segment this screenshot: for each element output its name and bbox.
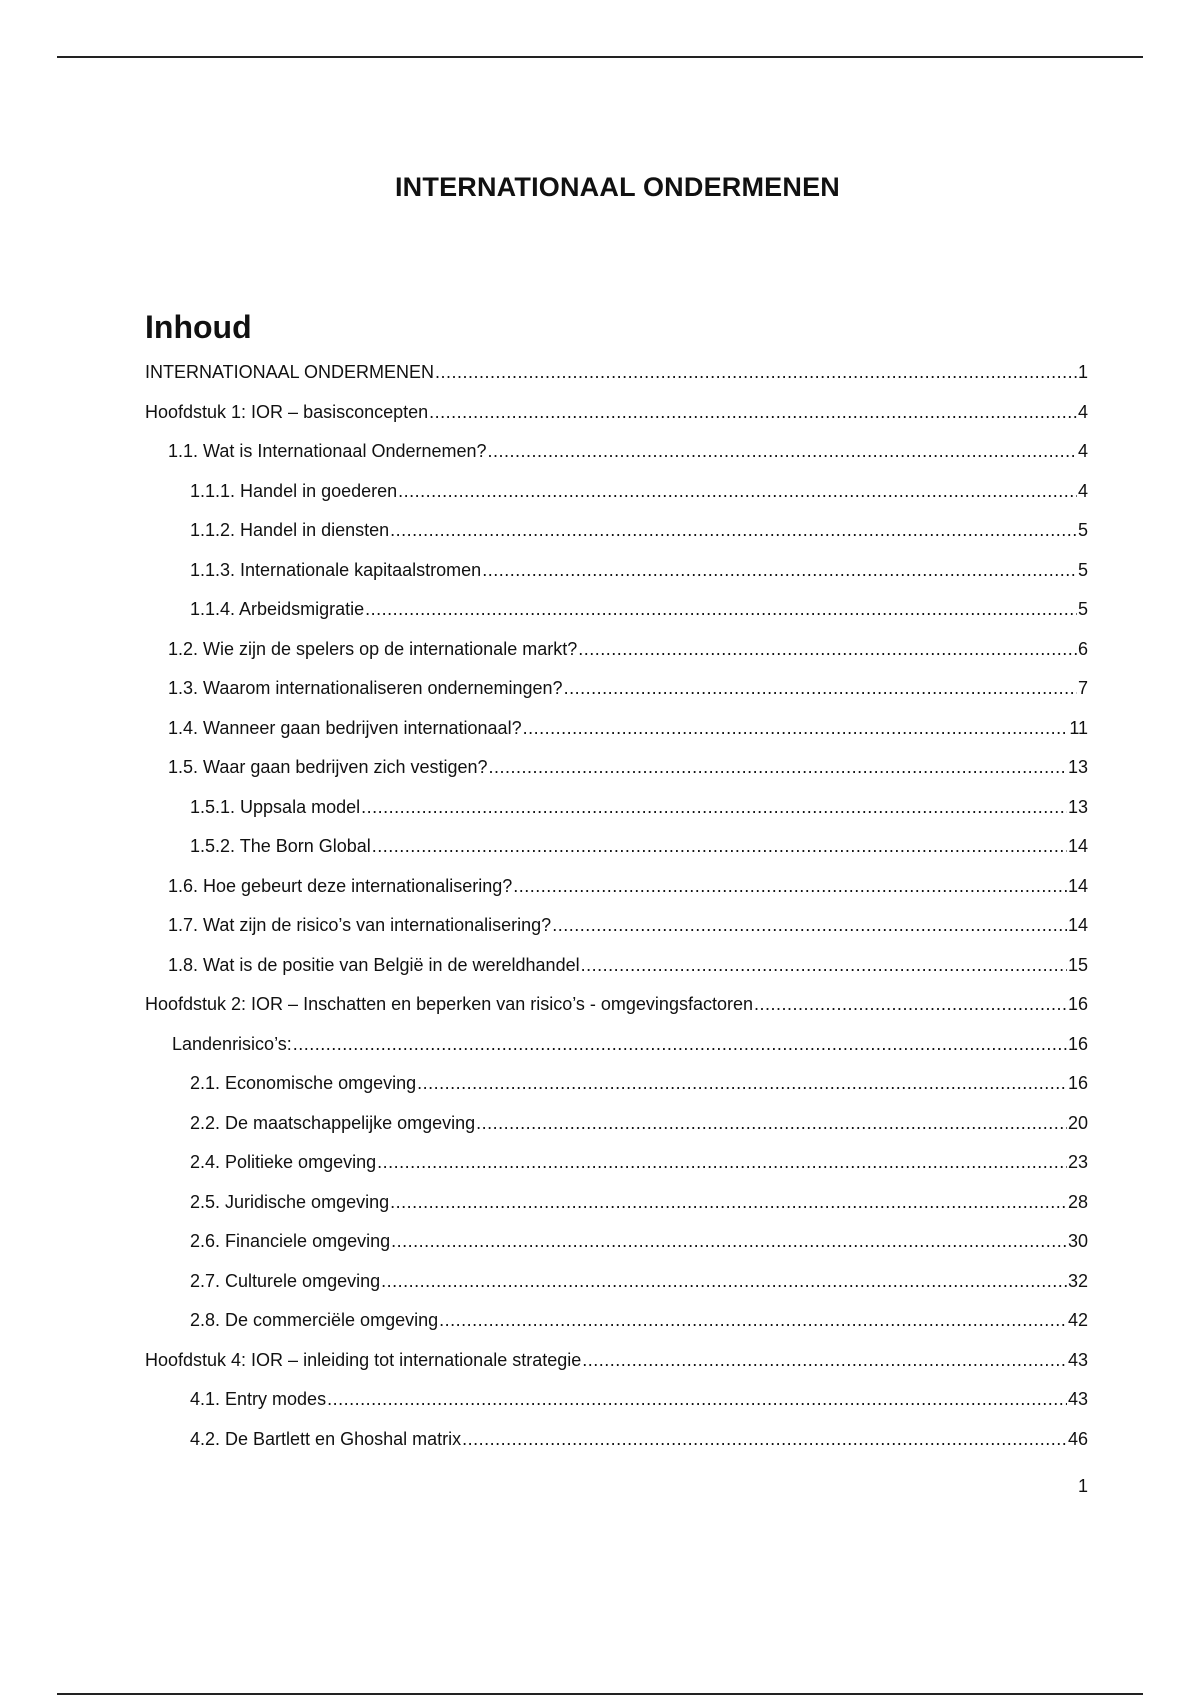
- toc-dot-leader: [391, 1231, 1067, 1252]
- toc-entry-page: 46: [1067, 1428, 1088, 1449]
- toc-entry-label: 1.7. Wat zijn de risico’s van internationalisering?: [168, 915, 552, 935]
- toc-entry-page: 6: [1077, 638, 1088, 659]
- toc-entry-page: 1: [1077, 362, 1088, 382]
- toc-dot-leader: [582, 1350, 1067, 1371]
- toc-entry-label: 1.5.1. Uppsala model: [190, 796, 361, 817]
- document-title: INTERNATIONAAL ONDERMENEN: [394, 172, 840, 202]
- toc-dot-leader: [488, 441, 1077, 462]
- toc-entry-label: 1.3. Waarom internationaliseren ondernemingen?: [168, 678, 563, 698]
- toc-dot-leader: [390, 1192, 1067, 1213]
- toc-entry[interactable]: [145, 876, 1088, 916]
- toc-entry-page: 4: [1077, 401, 1088, 422]
- toc-entry-label: 1.1. Wat is Internationaal Ondernemen?: [168, 441, 487, 461]
- toc-entry-page: 42: [1067, 1310, 1088, 1330]
- toc-entry-page: 32: [1067, 1270, 1088, 1291]
- toc-dot-leader: [365, 599, 1077, 620]
- toc-entry[interactable]: [145, 678, 1088, 718]
- toc-entry-page: 23: [1067, 1152, 1088, 1172]
- toc-entry[interactable]: [145, 1034, 1088, 1074]
- toc-dot-leader: [462, 1429, 1067, 1450]
- toc-entry-page: 5: [1077, 559, 1088, 580]
- toc-entry-label: 1.4. Wanneer gaan bedrijven internationaal?: [168, 717, 522, 738]
- toc-entry[interactable]: [145, 757, 1088, 797]
- toc-entry-label: Hoofdstuk 2: IOR – Inschatten en beperken van risico’s - omgevingsfactoren: [145, 994, 753, 1014]
- toc-entry-label: 2.2. De maatschappelijke omgeving: [190, 1112, 476, 1133]
- toc-entry-label: 2.7. Culturele omgeving: [190, 1270, 381, 1291]
- toc-entry-page: 43: [1067, 1389, 1088, 1409]
- toc-entry[interactable]: [145, 1389, 1088, 1429]
- toc-entry[interactable]: [145, 797, 1088, 837]
- toc-entry-page: 11: [1069, 717, 1088, 738]
- toc-entry-label: 1.1.4. Arbeidsmigratie: [190, 599, 365, 619]
- toc-dot-leader: [564, 678, 1077, 699]
- toc-heading: Inhoud: [145, 309, 252, 345]
- toc-entry[interactable]: [145, 362, 1088, 402]
- toc-entry[interactable]: [145, 599, 1088, 639]
- toc-entry-page: 16: [1067, 1033, 1088, 1054]
- toc-entry-label: Hoofdstuk 1: IOR – basisconcepten: [145, 401, 429, 422]
- toc-dot-leader: [439, 1310, 1067, 1331]
- toc-entry[interactable]: [145, 1231, 1088, 1271]
- toc-entry[interactable]: [145, 639, 1088, 679]
- toc-dot-leader: [390, 520, 1077, 541]
- toc-entry[interactable]: [145, 1152, 1088, 1192]
- toc-entry[interactable]: [145, 1192, 1088, 1232]
- footer-rule: [57, 1693, 1143, 1695]
- toc-entry-page: 4: [1077, 480, 1088, 501]
- toc-entry-page: 30: [1067, 1231, 1088, 1251]
- toc-entry-label: 1.6. Hoe gebeurt deze internationalisering?: [168, 875, 513, 896]
- toc-entry-label: 4.1. Entry modes: [190, 1389, 327, 1409]
- table-of-contents: [145, 362, 1088, 1468]
- toc-entry[interactable]: [145, 718, 1088, 758]
- toc-entry-page: 14: [1067, 915, 1088, 935]
- toc-entry-label: 2.6. Financiele omgeving: [190, 1231, 391, 1251]
- toc-dot-leader: [476, 1113, 1067, 1134]
- toc-entry-label: 1.8. Wat is de positie van België in de wereldhandel: [168, 954, 580, 975]
- toc-entry-label: INTERNATIONAAL ONDERMENEN: [145, 362, 435, 382]
- page-number: 1: [1077, 1476, 1088, 1496]
- toc-entry-label: 1.5. Waar gaan bedrijven zich vestigen?: [168, 757, 488, 777]
- toc-entry-page: 14: [1067, 836, 1088, 856]
- toc-entry[interactable]: [145, 955, 1088, 995]
- toc-entry-label: 1.1.3. Internationale kapitaalstromen: [190, 559, 482, 580]
- toc-dot-leader: [381, 1271, 1067, 1292]
- toc-entry-page: 20: [1067, 1112, 1088, 1133]
- toc-entry[interactable]: [145, 481, 1088, 521]
- toc-entry-label: Landenrisico’s:: [172, 1033, 292, 1054]
- toc-dot-leader: [435, 362, 1077, 383]
- toc-entry-page: 7: [1077, 678, 1088, 698]
- toc-entry-page: 43: [1067, 1349, 1088, 1370]
- toc-dot-leader: [578, 639, 1077, 660]
- toc-entry-label: 2.5. Juridische omgeving: [190, 1191, 390, 1212]
- toc-entry-page: 5: [1077, 520, 1088, 540]
- toc-entry-label: Hoofdstuk 4: IOR – inleiding tot internationale strategie: [145, 1349, 582, 1370]
- toc-entry[interactable]: [145, 1073, 1088, 1113]
- toc-entry-label: 1.5.2. The Born Global: [190, 836, 371, 856]
- toc-dot-leader: [327, 1389, 1067, 1410]
- toc-entry-page: 13: [1067, 796, 1088, 817]
- toc-entry[interactable]: [145, 915, 1088, 955]
- toc-dot-leader: [398, 481, 1077, 502]
- toc-entry[interactable]: [145, 1350, 1088, 1390]
- toc-entry[interactable]: [145, 1271, 1088, 1311]
- toc-entry[interactable]: [145, 836, 1088, 876]
- toc-entry-label: 2.1. Economische omgeving: [190, 1073, 417, 1093]
- toc-entry[interactable]: [145, 1113, 1088, 1153]
- toc-dot-leader: [429, 402, 1077, 423]
- toc-entry-page: 16: [1067, 994, 1088, 1014]
- toc-entry[interactable]: [145, 441, 1088, 481]
- toc-entry-page: 5: [1077, 599, 1088, 619]
- toc-dot-leader: [513, 876, 1067, 897]
- toc-dot-leader: [489, 757, 1067, 778]
- header-rule: [57, 56, 1143, 58]
- toc-entry-label: 1.2. Wie zijn de spelers op de internationale markt?: [168, 638, 578, 659]
- toc-dot-leader: [581, 955, 1067, 976]
- toc-dot-leader: [377, 1152, 1067, 1173]
- toc-entry-page: 14: [1067, 875, 1088, 896]
- toc-entry-label: 1.1.1. Handel in goederen: [190, 480, 398, 501]
- toc-entry-page: 15: [1067, 954, 1088, 975]
- toc-dot-leader: [293, 1034, 1067, 1055]
- toc-dot-leader: [523, 718, 1069, 739]
- toc-entry[interactable]: [145, 994, 1088, 1034]
- toc-entry-page: 16: [1067, 1073, 1088, 1093]
- toc-entry-page: 4: [1077, 441, 1088, 461]
- toc-entry-label: 1.1.2. Handel in diensten: [190, 520, 390, 540]
- toc-dot-leader: [482, 560, 1077, 581]
- toc-entry[interactable]: [145, 560, 1088, 600]
- toc-dot-leader: [417, 1073, 1067, 1094]
- toc-entry[interactable]: [145, 1429, 1088, 1469]
- toc-dot-leader: [372, 836, 1067, 857]
- toc-entry-page: 13: [1067, 757, 1088, 777]
- toc-entry[interactable]: [145, 1310, 1088, 1350]
- toc-dot-leader: [552, 915, 1067, 936]
- toc-dot-leader: [754, 994, 1067, 1015]
- toc-entry-label: 4.2. De Bartlett en Ghoshal matrix: [190, 1428, 462, 1449]
- toc-dot-leader: [361, 797, 1067, 818]
- toc-entry[interactable]: [145, 402, 1088, 442]
- toc-entry-label: 2.8. De commerciële omgeving: [190, 1310, 439, 1330]
- toc-entry-page: 28: [1067, 1191, 1088, 1212]
- toc-entry[interactable]: [145, 520, 1088, 560]
- toc-entry-label: 2.4. Politieke omgeving: [190, 1152, 377, 1172]
